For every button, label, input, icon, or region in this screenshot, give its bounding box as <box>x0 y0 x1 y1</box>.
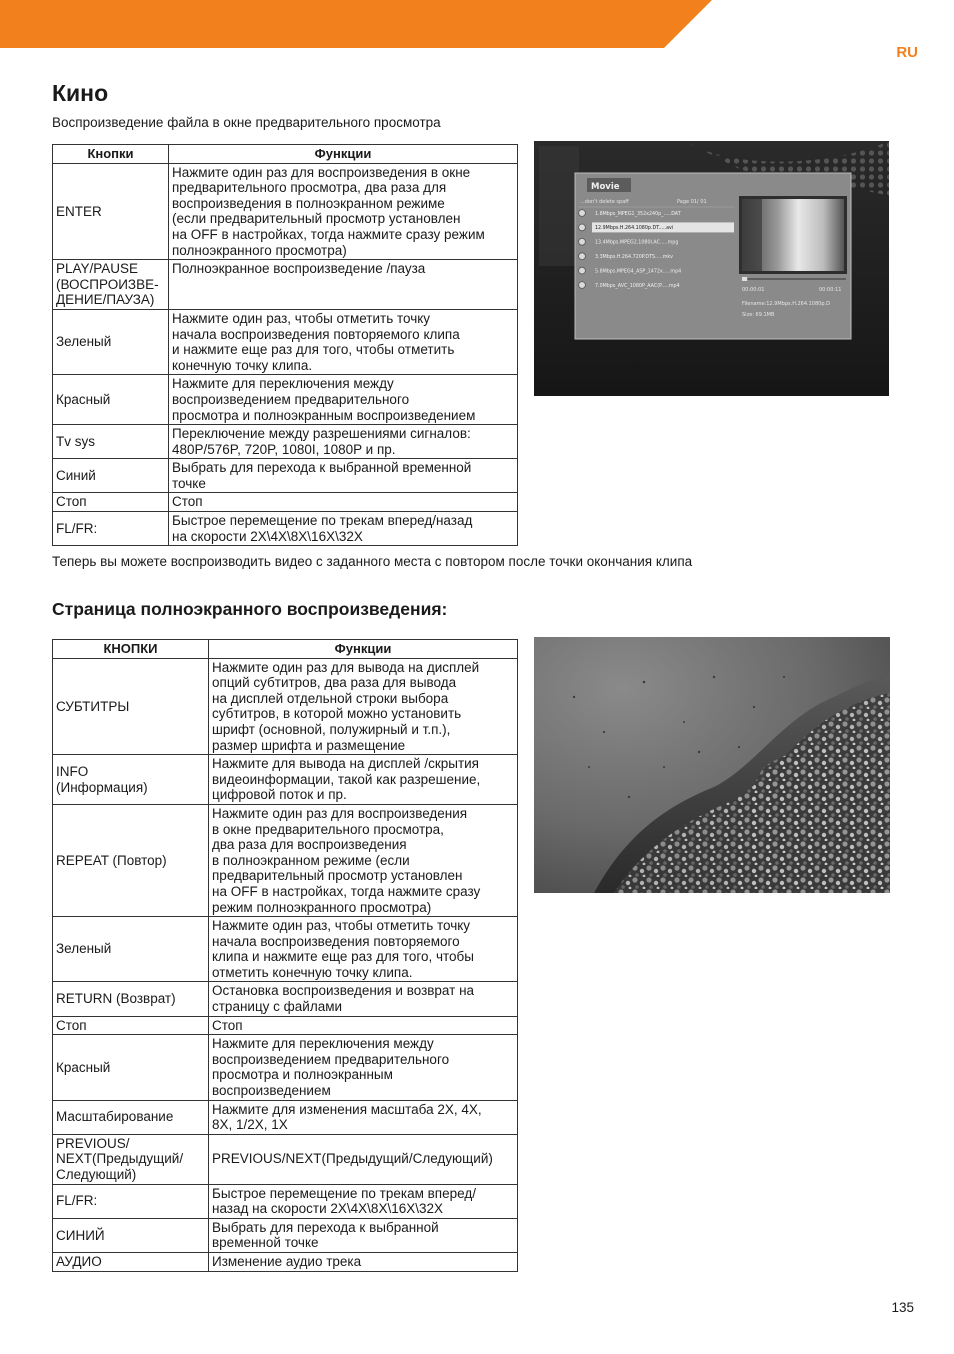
button-name: REPEAT (Повтор) <box>53 804 209 916</box>
preview-hint: ...don't delete spaff <box>580 199 629 205</box>
preview-file-item: 7.0Mbps_AVC_1080P_AAC(P.....mp4 <box>595 283 680 289</box>
preview-time-start: 00:00:01 <box>742 287 765 293</box>
button-function: Остановка воспроизведения и возврат на страницу с файлами <box>209 982 518 1016</box>
button-function: Изменение аудио трека <box>209 1252 518 1271</box>
button-function: Нажмите один раз для воспроизведения в окне предварительного просмотра, два раза для воспроизведения в полноэкранном режиме (если предварительный просмотр установлен на OFF в настройках, тогда нажмите сразу режим полноэкранного просмотра) <box>209 804 518 916</box>
button-name: Красный <box>53 375 169 425</box>
button-function: Нажмите один раз для воспроизведения в окне предварительного просмотра, два раза для воспроизведения в полноэкранном режиме (если предварительный просмотр установлен на OFF в настройках, тогда нажмите сразу режим полноэкранного просмотра) <box>169 163 518 260</box>
button-name: СУБТИТРЫ <box>53 658 209 755</box>
button-name: Tv sys <box>53 425 169 459</box>
button-function: Нажмите один раз, чтобы отметить точку начала воспроизведения повторяемого клипа и нажмите еще раз для того, чтобы отметить конечную точку клипа. <box>209 917 518 982</box>
button-function: Полноэкранное воспроизведение /пауза <box>169 260 518 310</box>
fullscreen-screenshot <box>534 637 890 893</box>
table-row <box>53 658 518 755</box>
table1-header-functions: Функции <box>169 145 518 164</box>
table-row <box>53 260 518 310</box>
preview-time-end: 00:00:11 <box>819 287 842 293</box>
button-function: PREVIOUS/NEXT(Предыдущий/Следующий) <box>209 1134 518 1184</box>
table-row <box>53 512 518 546</box>
button-name: Масштабирование <box>53 1100 209 1134</box>
preview-screenshot <box>534 141 889 396</box>
button-name: INFO (Информация) <box>53 755 209 805</box>
button-function: Нажмите для переключения между воспроизведением предварительного просмотра и полноэкранным воспроизведением <box>209 1035 518 1100</box>
table-row <box>53 493 518 512</box>
button-function: Выбрать для перехода к выбранной временной точке <box>169 459 518 493</box>
button-name: Синий <box>53 459 169 493</box>
preview-progress-fill <box>742 277 747 281</box>
button-function: Нажмите для вывода на дисплей /скрытия видеоинформации, такой как разрешение, цифровой поток и пр. <box>209 755 518 805</box>
table-row <box>53 1100 518 1134</box>
button-name: RETURN (Возврат) <box>53 982 209 1016</box>
page-number: 135 <box>891 1300 914 1315</box>
button-name: Стоп <box>53 1016 209 1035</box>
preview-page-label: Page 01/ 01 <box>677 199 707 205</box>
preview-file-item: 12.9Mbps.H.264.1080p.DT.....avi <box>595 226 674 232</box>
film-reel-icon <box>579 267 586 274</box>
repeat-note: Теперь вы можете воспроизводить видео с заданного места с повтором после точки окончания клипа <box>52 554 693 569</box>
fullscreen-buttons-table <box>52 639 518 1272</box>
table-row <box>53 917 518 982</box>
section-title: Страница полноэкранного воспроизведения: <box>52 599 448 619</box>
table-row <box>53 1134 518 1184</box>
button-function: Выбрать для перехода к выбранной временной точке <box>209 1218 518 1252</box>
button-function: Переключение между разрешениями сигналов: 480P/576P, 720P, 1080I, 1080P и пр. <box>169 425 518 459</box>
page-title: Кино <box>52 80 109 106</box>
preview-file-item: 5.8Mbps.MPEG4_ASP_1472x.....mp4 <box>595 269 682 275</box>
preview-file-item: 3.3Mbps.H.264.720P.DTS.....mkv <box>595 255 674 260</box>
button-name: Зеленый <box>53 917 209 982</box>
table-row <box>53 375 518 425</box>
preview-buttons-table <box>52 144 518 546</box>
top-accent-bar <box>0 0 954 48</box>
film-reel-icon <box>579 238 586 245</box>
table-row <box>53 1035 518 1100</box>
table-row <box>53 1184 518 1218</box>
film-reel-icon <box>579 224 586 231</box>
preview-file-item: 1.8Mbps_MPEG1_352x240p_.....DAT <box>595 211 681 217</box>
table-row <box>53 459 518 493</box>
button-function: Быстрое перемещение по трекам вперед/ назад на скорости 2X\4X\8X\16X\32X <box>209 1184 518 1218</box>
table1-header-keys: Кнопки <box>53 145 169 164</box>
table-row <box>53 309 518 374</box>
table2-header-keys: КНОПКИ <box>53 640 209 659</box>
button-name: FL/FR: <box>53 512 169 546</box>
button-function: Нажмите один раз для вывода на дисплей опций субтитров, два раза для вывода на дисплей отдельной строки выбора субтитров, в которой можно установить шрифт (основной, полужирный и т.п.), размер шрифта и размещение <box>209 658 518 755</box>
preview-file-item: 13.4Mbps.MPEG2.1080I.AC.....mpg <box>595 240 679 246</box>
button-name: FL/FR: <box>53 1184 209 1218</box>
page-subtitle: Воспроизведение файла в окне предварительного просмотра <box>52 115 441 130</box>
table-row <box>53 425 518 459</box>
table-row <box>53 982 518 1016</box>
preview-info-filename: Filename:12.9Mbps.H.264.1080p.D <box>742 301 830 307</box>
film-reel-icon <box>579 253 586 260</box>
button-name: АУДИО <box>53 1252 209 1271</box>
button-function: Быстрое перемещение по трекам вперед/назад на скорости 2X\4X\8X\16X\32X <box>169 512 518 546</box>
button-name: PLAY/PAUSE (ВОСПРОИЗВЕ- ДЕНИЕ/ПАУЗА) <box>53 260 169 310</box>
button-function: Нажмите для изменения масштаба 2X, 4X, 8X, 1/2X, 1X <box>209 1100 518 1134</box>
film-reel-icon <box>579 210 586 217</box>
button-name: Зеленый <box>53 309 169 374</box>
button-function: Стоп <box>209 1016 518 1035</box>
button-function: Нажмите один раз, чтобы отметить точку начала воспроизведения повторяемого клипа и нажмите еще раз для того, чтобы отметить конечную точку клипа. <box>169 309 518 374</box>
button-name: Стоп <box>53 493 169 512</box>
button-name: PREVIOUS/ NEXT(Предыдущий/ Следующий) <box>53 1134 209 1184</box>
table-row <box>53 163 518 260</box>
film-reel-icon <box>579 282 586 289</box>
table-row <box>53 804 518 916</box>
preview-tab-label: Movie <box>591 182 620 192</box>
table2-header-functions: Функции <box>209 640 518 659</box>
button-name: Красный <box>53 1035 209 1100</box>
preview-info-size: Size: 69.1MB <box>742 312 775 318</box>
button-function: Стоп <box>169 493 518 512</box>
table-row <box>53 1252 518 1271</box>
button-function: Нажмите для переключения между воспроизведением предварительного просмотра и полноэкранным воспроизведением <box>169 375 518 425</box>
table-row <box>53 755 518 805</box>
button-name: ENTER <box>53 163 169 260</box>
language-label: RU <box>896 44 918 61</box>
table-row <box>53 1218 518 1252</box>
button-name: СИНИЙ <box>53 1218 209 1252</box>
table-row <box>53 1016 518 1035</box>
